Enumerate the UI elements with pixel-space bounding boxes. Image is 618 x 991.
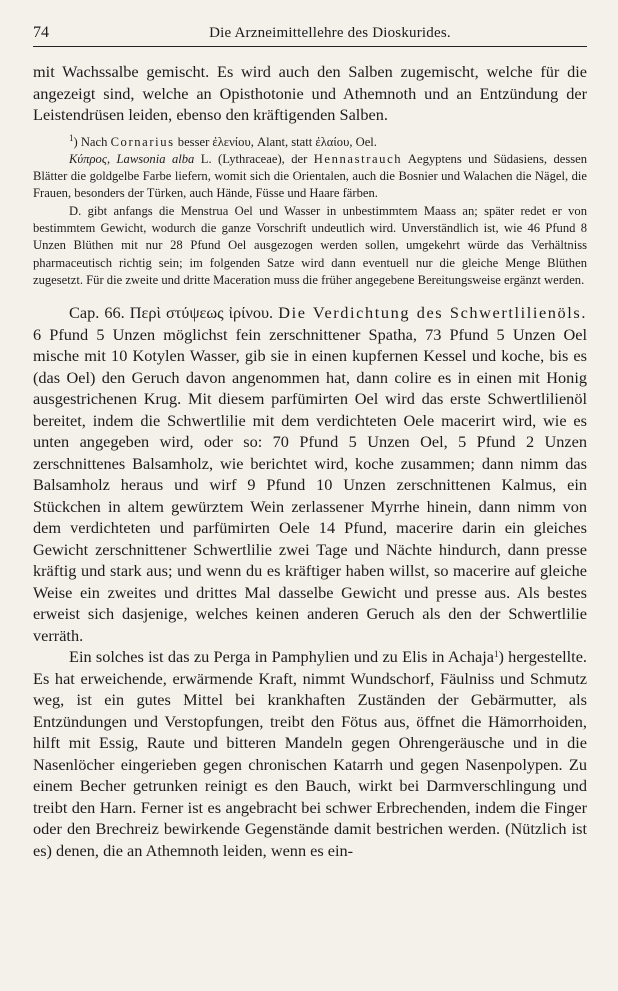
latin-name: Lawsonia alba <box>116 151 195 166</box>
spaced-term: Hennastrauch <box>313 151 403 166</box>
footnote-marker: 1 <box>493 649 499 660</box>
footnote-kypros: Κύπρος, Lawsonia alba L. (Lythraceae), der Hennastrauch Aegyptens und Südasiens, dessen Blätter die goldgelbe Farbe liefern, womit sich die Orientalen, auch die Bosnier und Walachen die Nägel, die Frauen, besonders der Türken, auch Hände, Füsse und Haare färben. <box>33 151 588 201</box>
page-header <box>33 24 587 47</box>
book-page <box>33 24 587 861</box>
page-number: 74 <box>33 24 49 41</box>
author-name: Cornarius <box>110 134 175 149</box>
chapter-paragraph-2: Ein solches ist das zu Perga in Pamphylien und zu Elis in Achaja$^1$) hergestellte. Es hat erweichende, erwärmende Kraft, nimmt Wundschorf, Fäulniss und Schmutz weg, ist ein gutes Mittel bei krankhaften Zuständen der Gebärmutter, als Entzündungen und Verstopfungen, treibt den Fötus aus, öffnet die Hämorrhoiden, hilft mit Essig, Raute und bitteren Mandeln gegen Ohrengeräusche und in die Nasenlöcher eingerieben gegen chronischen Katarrh und gegen Nasenpolypen. Zu einem Becher getrunken reinigt es den Bauch, wirkt bei Darmverschlingung und treibt den Harn. Ferner ist es angebracht bei schwer Erbrechenden, indem die Finger oder den Brechreiz bewirkende Gegenstände damit bestrichen werden. (Nützlich ist es) denen, die an Athemnoth leiden, wenn es ein- <box>33 647 588 860</box>
chapter-66 <box>33 302 587 861</box>
continuation-paragraph <box>33 61 587 126</box>
chapter-text-1: 6 Pfund 5 Unzen möglichst fein zerschnittener Spatha, 73 Pfund 5 Unzen Oel mische mit 10 Kotylen Wasser, gib sie in einen kupfernen Kessel und koche, bis es (das Oel) den Geruch davon angenommen hat, dann colire es in einen mit Honig ausgestrichenen Krug. Mit diesem parfümirten Oel wird das erste Schwertlilienöl bereitet, indem die Schwertlilie mit dem verdichteten Oele macerirt wird, wie es unten angegeben wird, oder so: 70 Pfund 5 Unzen Oel, 5 Pfund 2 Unzen zerschnittenes Balsamholz, wie berichtet wird, koche zusammen; dann nimm das Balsamholz heraus und wirf 9 Pfund 10 Unzen zerschnittenen Kalmus, ein Stückchen in altem gewürztem Wein zerlassener Myrrhe hinein, dann nimm von dem verdichteten und parfümirten Oele 14 Pfund, macerire darin ein gleiches Gewicht zerschnittener Schwertlilie zwei Tage und Nächte hindurch, dann presse kräftig und stark aus; und wenn du es kräftiger haben willst, so macerire auf gleiche Weise ein zweites und drittes Mal dasselbe Gewicht und presse aus. Als bestes erweist sich dasjenige, welches keinen anderen Geruch als den der Schwertlilie verräth. <box>33 324 587 645</box>
running-title: Die Arzneimittellehre des Dioskurides. <box>209 25 451 41</box>
footnote-marker: 1 <box>69 132 74 143</box>
chapter-paragraph-1 <box>33 302 587 646</box>
continuation-text: mit Wachssalbe gemischt. Es wird auch den Salben zugemischt, welche für die angezeigt sind, welche an Opisthotonie und Athemnoth und an Entzündung der Leistendrüsen leiden, ebenso den kräftigenden Salben. <box>33 62 587 124</box>
footnote-1: $^1$) Nach Cornarius besser ἐλενίου, Alant, statt ἐλαίου, Oel. <box>69 132 377 149</box>
footnote-2: D. gibt anfangs die Menstrua Oel und Wasser in unbestimmtem Maass an; später redet er von bestimmtem Gewicht, wodurch die ganze Vorschrift undeutlich wird. Unverständlich ist, wie 46 Pfund 8 Unzen Blüthen mit nur 28 Pfund Oel ausgezogen werden sollen, umgekehrt würde das Verhältniss pharmaceutisch richtig sein; im folgenden Satze wird dann eventuell nur die gleiche Menge Blüthen zugesetzt. Für die zweite und dritte Maceration muss die früher angegebene Bereitungsweise ergänzt werden. <box>33 203 587 287</box>
chapter-german-title: Die Verdichtung des Schwertlilienöls. <box>278 303 587 323</box>
greek-term: Κύπρος <box>69 151 107 166</box>
chapter-label: Cap. 66. <box>69 303 125 323</box>
footnotes <box>33 134 587 290</box>
chapter-greek-title: Περὶ στύψεως ἰρίνου. <box>129 303 274 323</box>
